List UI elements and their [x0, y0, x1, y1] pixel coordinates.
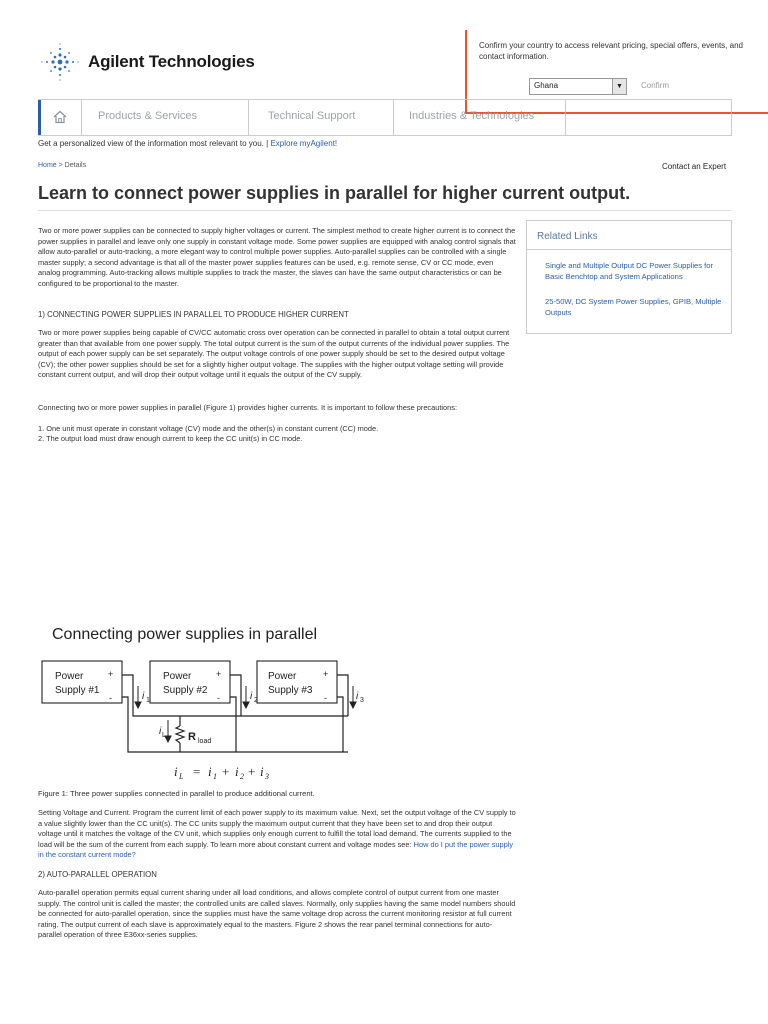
section1-heading: 1) CONNECTING POWER SUPPLIES IN PARALLEL TO PRODUCE HIGHER CURRENT: [38, 310, 349, 319]
precaution-item-1: 1. One unit must operate in constant voltage (CV) mode and the other(s) in constant current (CC) mode.: [38, 424, 379, 433]
eq-s1: 1: [213, 772, 217, 781]
title-divider: [38, 210, 731, 211]
supply2-line1: Power: [163, 671, 192, 682]
nav-divider: [565, 100, 566, 135]
contact-expert-link[interactable]: Contact an Expert: [662, 162, 727, 171]
current-i3-sub: 3: [360, 697, 364, 704]
nav-divider: [731, 100, 732, 135]
personalize-bar: [38, 139, 337, 148]
breadcrumb-separator: >: [56, 162, 65, 169]
selected-country: Ghana: [534, 81, 559, 90]
figure1-title: Connecting power supplies in parallel: [52, 626, 318, 643]
related-divider: [527, 249, 731, 250]
current-il: i: [159, 726, 162, 737]
load-label: R: [188, 731, 196, 743]
supply3-line2: Supply #3: [268, 685, 313, 696]
supply3-line1: Power: [268, 671, 297, 682]
figure1-caption: Figure 1: Three power supplies connected in parallel to produce additional current.: [38, 789, 315, 798]
nav-technical-support[interactable]: Technical Support: [268, 110, 356, 122]
plus-sign: +: [323, 669, 329, 679]
supply1-line1: Power: [55, 671, 84, 682]
country-message: Confirm your country to access relevant pricing, special offers, events, and contact information.: [479, 41, 743, 61]
related-link-1[interactable]: Single and Multiple Output DC Power Supplies for Basic Benchtop and System Applications: [545, 261, 713, 281]
related-links-box: [526, 220, 732, 334]
parallel-supplies-diagram: [38, 652, 378, 787]
chevron-down-icon[interactable]: ▼: [612, 79, 626, 94]
country-select[interactable]: [529, 78, 627, 95]
current-il-sub: L: [162, 732, 166, 739]
voltage-current-paragraph: [38, 808, 516, 861]
current-i1: i: [142, 691, 145, 702]
eq-s2: 2: [240, 772, 244, 781]
nav-products-services[interactable]: Products & Services: [98, 110, 198, 122]
nav-divider: [393, 100, 394, 135]
page-title: Learn to connect power supplies in parallel for higher current output.: [38, 183, 631, 203]
breadcrumb-home[interactable]: Home: [38, 162, 57, 169]
eq-plus2: +: [248, 764, 256, 779]
load-subscript: load: [198, 738, 212, 745]
current-i3: i: [356, 691, 359, 702]
brand-name: Agilent Technologies: [88, 52, 255, 71]
section2-heading: 2) AUTO-PARALLEL OPERATION: [38, 870, 157, 879]
nav-home[interactable]: [38, 100, 82, 135]
eq-t2: i: [235, 764, 239, 779]
nav-industries-technologies[interactable]: Industries & Technologies: [409, 110, 535, 122]
home-icon: [53, 110, 67, 124]
constant-current-link[interactable]: How do I put the power supply in the constant current mode?: [38, 839, 514, 860]
supply2-line2: Supply #2: [163, 685, 208, 696]
breadcrumb-current: Details: [64, 162, 87, 169]
related-links-title: Related Links: [537, 231, 598, 242]
load-resistor: [176, 726, 184, 743]
eq-lhs-sub: L: [179, 772, 184, 781]
precaution-item-2: 2. The output load must draw enough current to keep the CC unit(s) in CC mode.: [38, 434, 303, 443]
current-i1-sub: 1: [146, 697, 150, 704]
confirm-button[interactable]: Confirm: [641, 81, 670, 90]
agilent-logo[interactable]: [40, 42, 260, 82]
plus-sign: +: [216, 669, 222, 679]
voltage-current-text: Setting Voltage and Current. Program the current limit of each power supply to its maximum value. Next, set the output voltage of the CV supply to a value slightly lower than the CC unit(s). The CC units supply the maximum output current that they have been set to and drop their output voltage until it matches the voltage of the CV unit, which supplies only enough current to fulfill the total load demand. The currents supplied to the load will be the sum of the current from each supply. To learn more about constant current and voltage modes see:: [38, 808, 516, 849]
explore-myagilent-link[interactable]: Explore myAgilent!: [270, 139, 338, 148]
intro-paragraph: Two or more power supplies can be connected to supply higher voltages or current. The simplest method to create higher current is to connect the power supplies in parallel and leave only one supply in constant voltage mode. Some power supplies are equipped with analog control signals that allow auto-parallel or auto-tracking, a more elegant way to control multiple power supplies. Auto-parallel supplies can be controlled with a single master supply; a second advantage is that all of the master power supplies features can be used, e.g. remote sense, CV or CC mode, even analog programming. Auto-tracking allows multiple supplies to track the master, the slaves can have the same output characteristics or can be configured to be proportional to the master.: [38, 226, 516, 288]
eq-t3: i: [260, 764, 264, 779]
personalize-text: Get a personalized view of the information most relevant to you. |: [38, 139, 269, 148]
minus-sign: -: [324, 693, 327, 703]
eq-t1: i: [208, 764, 212, 779]
nav-divider: [248, 100, 249, 135]
breadcrumb: [38, 162, 86, 169]
current-i2-sub: 2: [254, 697, 258, 704]
supply1-line2: Supply #1: [55, 685, 100, 696]
eq-s3: 3: [265, 772, 269, 781]
current-i2: i: [250, 691, 253, 702]
section1-paragraph2: Connecting two or more power supplies in parallel (Figure 1) provides higher currents. It is important to follow these precautions:: [38, 403, 458, 412]
minus-sign: -: [109, 693, 112, 703]
section2-paragraph: Auto-parallel operation permits equal current sharing under all load conditions, and allows complete control of output current from one master supply. The control unit is called the master; the controlled units are called slaves. Normally, only supplies having the same model numbers should be connected for auto-parallel operation, since the supplies must have the same voltage drop across the current monitoring resistor at full current rating. The output current of each slave is approximately equal to the masters. Figure 2 shows the rear panel terminal connections for auto-parallel operation of three E36xx-series supplies.: [38, 888, 516, 940]
related-link-2[interactable]: 25-50W, DC System Power Supplies, GPIB, Multiple Outputs: [545, 297, 722, 317]
section1-paragraph1: Two or more power supplies being capable of CV/CC automatic cross over operation can be connected in parallel to obtain a total output current greater than that available from one power supply. The total output current is the sum of the output currents of the individual power supplies. The output of each power supply can be set separately. The output voltage controls of one power supply should be set to the desired output voltage (CV); the other power supplies should be set for a slightly higher output voltage. The supplies with the higher output voltage setting will provide constant current output, and will drop their output voltage until it equals the output of the CV supply.: [38, 328, 510, 380]
eq-lhs: i: [174, 764, 178, 779]
eq-plus1: +: [222, 764, 230, 779]
spark-logo-icon: [40, 42, 80, 82]
plus-sign: +: [108, 669, 114, 679]
eq-equals: =: [193, 764, 201, 779]
minus-sign: -: [217, 693, 220, 703]
main-nav: [38, 99, 732, 136]
